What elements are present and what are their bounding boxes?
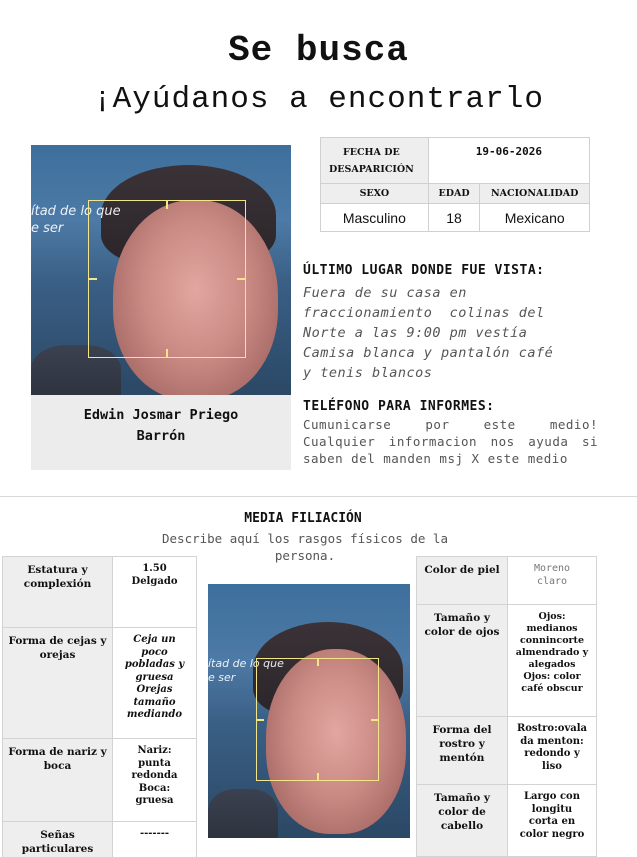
main-photo (31, 145, 291, 395)
nacionalidad-label: NACIONALIDAD (480, 184, 590, 204)
photo-overlay-line2: e ser (31, 221, 64, 236)
last-seen-heading: ÚLTIMO LUGAR DONDE FUE VISTA: (303, 263, 545, 278)
features-left-table (2, 556, 197, 857)
face-frame (88, 200, 246, 358)
person-name-line2: Barrón (136, 428, 186, 444)
secondary-photo (208, 584, 410, 838)
sexo-label: SEXO (321, 184, 429, 204)
features-right-table (416, 556, 597, 857)
fecha-value: 19-06-2026 (428, 138, 589, 184)
photo-overlay-line1: ítad de lo que (208, 657, 284, 670)
feature-label: Forma de cejas y orejas (3, 628, 113, 739)
feature-label: Tamaño y color de ojos (417, 605, 508, 717)
feature-label: Tamaño y color de cabello (417, 785, 508, 857)
edad-value: 18 (428, 204, 480, 232)
feature-value: Rostro:ovala da menton: redondo y liso (508, 717, 597, 785)
fecha-label: FECHA DE DESAPARICIÓN (321, 138, 429, 184)
info-table (320, 137, 590, 232)
photo-overlay-line1: ítad de lo que (31, 204, 121, 219)
poster-subtitle: ¡Ayúdanos a encontrarlo (93, 82, 544, 117)
section-divider (0, 496, 637, 497)
feature-label: Color de piel (417, 557, 508, 605)
feature-label: Estatura y complexión (3, 557, 113, 628)
media-filiacion-title: MEDIA FILIACIÓN (244, 511, 362, 526)
media-filiacion-subtitle: Describe aquí los rasgos físicos de la persona. (162, 531, 448, 563)
feature-value: Ceja un poco pobladas y gruesa Orejas tamaño mediando (113, 628, 197, 739)
face-frame (256, 658, 379, 781)
sexo-value: Masculino (321, 204, 429, 232)
nacionalidad-value: Mexicano (480, 204, 590, 232)
edad-label: EDAD (428, 184, 480, 204)
last-seen-text: Fuera de su casa en fraccionamiento colinas del Norte a las 9:00 pm vestía Camisa blanca y pantalón café y tenis blancos (303, 285, 554, 381)
feature-value: Nariz: punta redonda Boca: gruesa (113, 739, 197, 822)
phone-heading: TELÉFONO PARA INFORMES: (303, 399, 495, 414)
photo-overlay-line2: e ser (208, 671, 236, 684)
feature-value: Largo con longitu corta en color negro (508, 785, 597, 857)
feature-value: Ojos: medianos connincorte almendrado y alegados Ojos: color café obscur (508, 605, 597, 717)
feature-value: Moreno claro (508, 557, 597, 605)
feature-label: Señas particulares (3, 822, 113, 857)
feature-label: Forma de nariz y boca (3, 739, 113, 822)
feature-value: ------- (113, 822, 197, 857)
feature-label: Forma del rostro y mentón (417, 717, 508, 785)
phone-text: Cumunicarse por este medio! Cualquier informacion nos ayuda si saben del manden msj X este medio (303, 417, 598, 466)
feature-value: 1.50 Delgado (113, 557, 197, 628)
person-name (31, 405, 291, 447)
person-name-line1: Edwin Josmar Priego (83, 407, 239, 423)
poster-title: Se busca (228, 30, 409, 71)
